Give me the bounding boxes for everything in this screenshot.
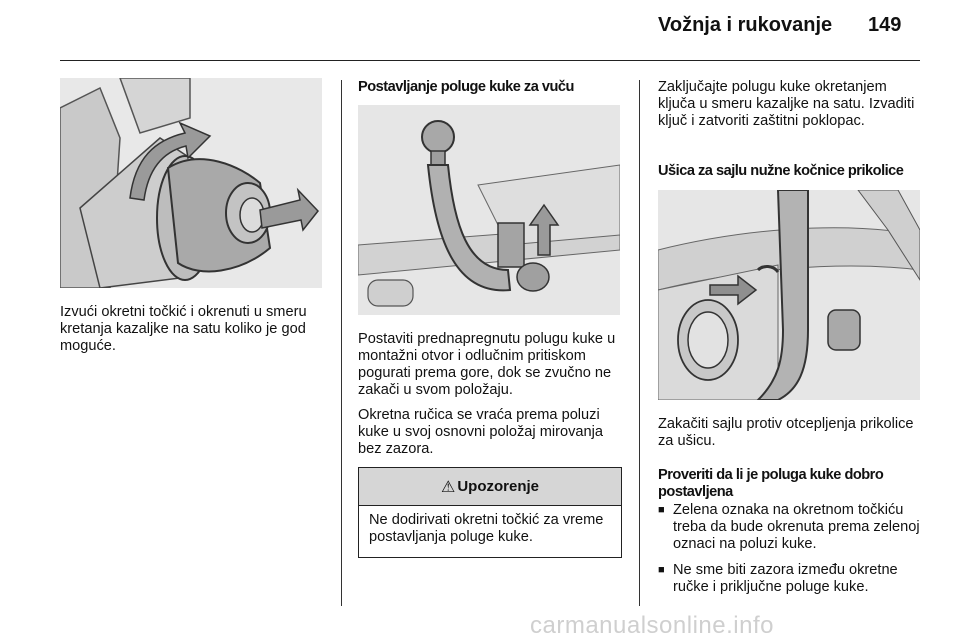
bullet-square-icon: ■: [658, 504, 665, 516]
warning-text: Ne dodirivati okretni točkić za vreme postavljanja poluge kuke.: [369, 512, 604, 545]
warning-title: Upozorenje: [457, 478, 540, 495]
trailer-eyelet-illustration: [658, 190, 920, 400]
watermark: carmanualsonline.info: [530, 612, 774, 639]
page-header-title: Vožnja i rukovanje: [658, 14, 833, 36]
header-divider: [60, 60, 920, 61]
list-item: [658, 502, 920, 553]
warning-box: [358, 467, 622, 558]
bullet-square-icon: ■: [658, 564, 665, 576]
tow-bar-installation-illustration: [358, 105, 620, 315]
list-item-text: Ne sme biti zazora između okretne ručke i priključne poluge kuke.: [673, 562, 898, 595]
figure-caption: Izvući okretni točkić i okrenuti u smeru kretanja kazaljke na satu koliko je god moguće.: [60, 304, 307, 354]
installation-paragraph: Postaviti prednapregnutu polugu kuke u montažni otvor i odlučnim pritiskom pogurati prema gore, dok se zvučno ne zakači u svom položaju.: [358, 331, 616, 398]
page-number: 149: [868, 14, 902, 36]
column-divider-2: [639, 80, 640, 606]
lock-paragraph: Zaključajte polugu kuke okretanjem ključa u smeru kazaljke na satu. Izvaditi ključ i zatvoriti zaštitni poklopac.: [658, 79, 915, 129]
eyelet-heading: Ušica za sajlu nužne kočnice prikolice: [658, 163, 904, 179]
warning-header: [359, 468, 621, 506]
column-divider-1: [341, 80, 342, 606]
list-item-text: Zelena oznaka na okretnom točkiću treba da bude okrenuta prema zelenoj oznaci na poluzi kuke.: [673, 502, 920, 552]
warning-icon: ⚠: [440, 478, 456, 496]
section-heading: Postavljanje poluge kuke za vuču: [358, 79, 574, 95]
list-item: [658, 562, 920, 596]
check-heading: Proveriti da li je poluga kuke dobro postavljena: [658, 467, 884, 500]
rotary-handle-paragraph: Okretna ručica se vraća prema poluzi kuke u svoj osnovni položaj mirovanja bez zazora.: [358, 407, 603, 457]
turning-wheel-illustration: [60, 78, 322, 288]
attach-cable-paragraph: Zakačiti sajlu protiv otcepljenja prikolice za ušicu.: [658, 416, 914, 449]
